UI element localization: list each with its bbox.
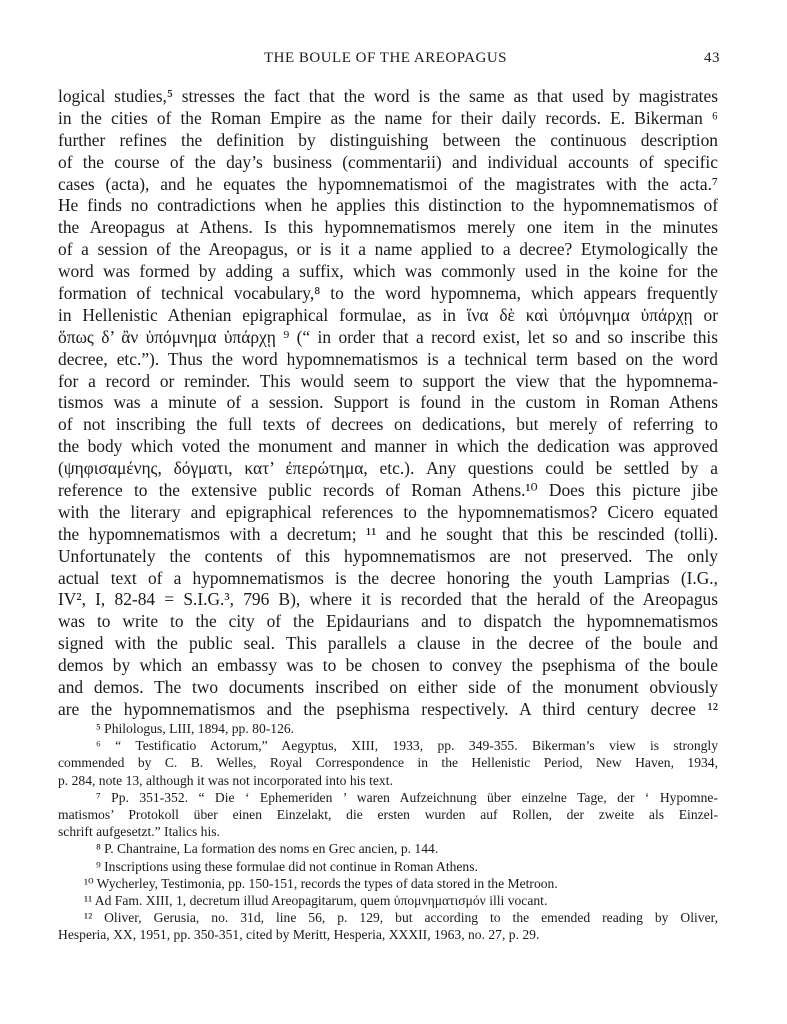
body-line: decree, etc.”). Thus the word hypomnematismos is a technical term based on the word xyxy=(58,348,718,369)
body-line: tismos was a minute of a session. Support is found in the custom in Roman Athens xyxy=(58,392,718,413)
body-line: was to write to the city of the Epidaurians and to dispatch the hypomnematismos xyxy=(58,611,718,632)
footnote-line: ⁶ “ Testificatio Actorum,” Aegyptus, XIII, 1933, pp. 349-355. Bikerman’s view is strongly xyxy=(96,738,718,754)
body-line: of not inscribing the full texts of decrees on dedications, but merely of referring to xyxy=(58,414,718,435)
footnote-line: p. 284, note 13, although it was not incorporated into his text. xyxy=(58,772,393,788)
footnote-line: ¹² Oliver, Gerusia, no. 31d, line 56, p. 129, but according to the emended reading by Oliver, xyxy=(84,910,718,926)
body-line: ὅπως δ’ ἂν ὑπόμνημα ὑπάρχῃ ⁹ (“ in order that a record exist, let so and so inscribe this xyxy=(58,326,718,347)
footnote-line: ⁸ P. Chantraine, La formation des noms en Grec ancien, p. 144. xyxy=(96,841,439,857)
body-line: the hypomnematismos with a decretum; ¹¹ and he sought that this be rescinded (tolli). xyxy=(58,523,718,544)
body-line: actual text of a hypomnematismos is the decree honoring the youth Lamprias (I.G., xyxy=(58,567,718,588)
body-line: in the cities of the Roman Empire as the name for their daily records. E. Bikerman ⁶ xyxy=(58,107,718,128)
footnotes xyxy=(58,720,718,943)
footnote-line: ⁵ Philologus, LIII, 1894, pp. 80-126. xyxy=(96,721,295,736)
footnote-line: Hesperia, XX, 1951, pp. 350-351, cited by Meritt, Hesperia, XXXII, 1963, no. 27, p. 29. xyxy=(58,927,540,943)
body-line: Unfortunately the contents of this hypomnematismos are not preserved. The only xyxy=(58,545,718,566)
footnote-line: matismos’ Protokoll über einen Einzelakt, die ersten wurden auf Rollen, der zweite als Einzel- xyxy=(58,806,718,822)
body-line: with the literary and epigraphical references to the hypomnematismos? Cicero equated xyxy=(58,501,718,522)
body-line: and demos. The two documents inscribed on either side of the monument obviously xyxy=(58,677,718,698)
body-line: the body which voted the monument and manner in which the dedication was approved xyxy=(58,436,718,457)
footnote-line: schrift aufgesetzt.” Italics his. xyxy=(58,824,220,840)
body-line: of a session of the Areopagus, or is it a name applied to a decree? Etymologically the xyxy=(58,239,718,260)
page-number: 43 xyxy=(704,50,720,66)
body-line: word was formed by adding a suffix, which was commonly used in the koine for the xyxy=(58,261,718,282)
body-line: He finds no contradictions when he applies this distinction to the hypomnematismos of xyxy=(58,195,718,216)
body-line: are the hypomnematismos and the psephisma respectively. A third century decree ¹² xyxy=(58,698,718,719)
footnote-line: ¹¹ Ad Fam. XIII, 1, decretum illud Areopagitarum, quem ὑπομνηματισμόν illi vocant. xyxy=(84,892,548,908)
body-line: formation of technical vocabulary,⁸ to the word hypomnema, which appears frequently xyxy=(58,283,718,304)
body-line: cases (acta), and he equates the hypomnematismoi of the magistrates with the acta.⁷ xyxy=(58,173,718,194)
body-line: IV², I, 82-84 = S.I.G.³, 796 B), where it is recorded that the herald of the Areopagus xyxy=(58,589,718,610)
running-title: THE BOULE OF THE AREOPAGUS xyxy=(263,50,508,66)
footnote-line: ¹⁰ Wycherley, Testimonia, pp. 150-151, records the types of data stored in the Metroon. xyxy=(84,875,558,891)
body-text xyxy=(58,86,718,721)
body-line: of the course of the day’s business (commentarii) and individual accounts of specific xyxy=(58,151,718,172)
body-line: signed with the public seal. This parallels a clause in the decree of the boule and xyxy=(58,633,718,654)
footnote-line: commended by C. B. Welles, Royal Correspondence in the Hellenistic Period, New Haven, 1934, xyxy=(58,755,718,771)
body-line: the Areopagus at Athens. Is this hypomnematismos merely one item in the minutes xyxy=(58,217,718,238)
body-line: demos by which an embassy was to be chosen to convey the psephisma of the boule xyxy=(58,655,718,676)
footnote-line: ⁹ Inscriptions using these formulae did not continue in Roman Athens. xyxy=(96,858,478,874)
body-line: for a record or reminder. This would seem to support the view that the hypomnema- xyxy=(58,370,718,391)
body-line: logical studies,⁵ stresses the fact that the word is the same as that used by magistrates xyxy=(58,86,718,106)
body-line: reference to the extensive public records of Roman Athens.¹⁰ Does this picture jibe xyxy=(58,480,718,501)
body-line: in Hellenistic Athenian epigraphical formulae, as in ἵνα δὲ καὶ ὑπόμνημα ὑπάρχῃ or xyxy=(58,304,718,325)
footnote-line: ⁷ Pp. 351-352. “ Die ‘ Ephemeriden ’ waren Aufzeichnung über einzelne Tage, der ‘ Hypomne- xyxy=(96,789,718,805)
body-line: further refines the definition by distinguishing between the continuous description xyxy=(58,129,718,150)
body-line: (ψηφισαμένης, δόγματι, κατ’ ἐπερώτημα, etc.). Any questions could be settled by a xyxy=(58,458,718,479)
